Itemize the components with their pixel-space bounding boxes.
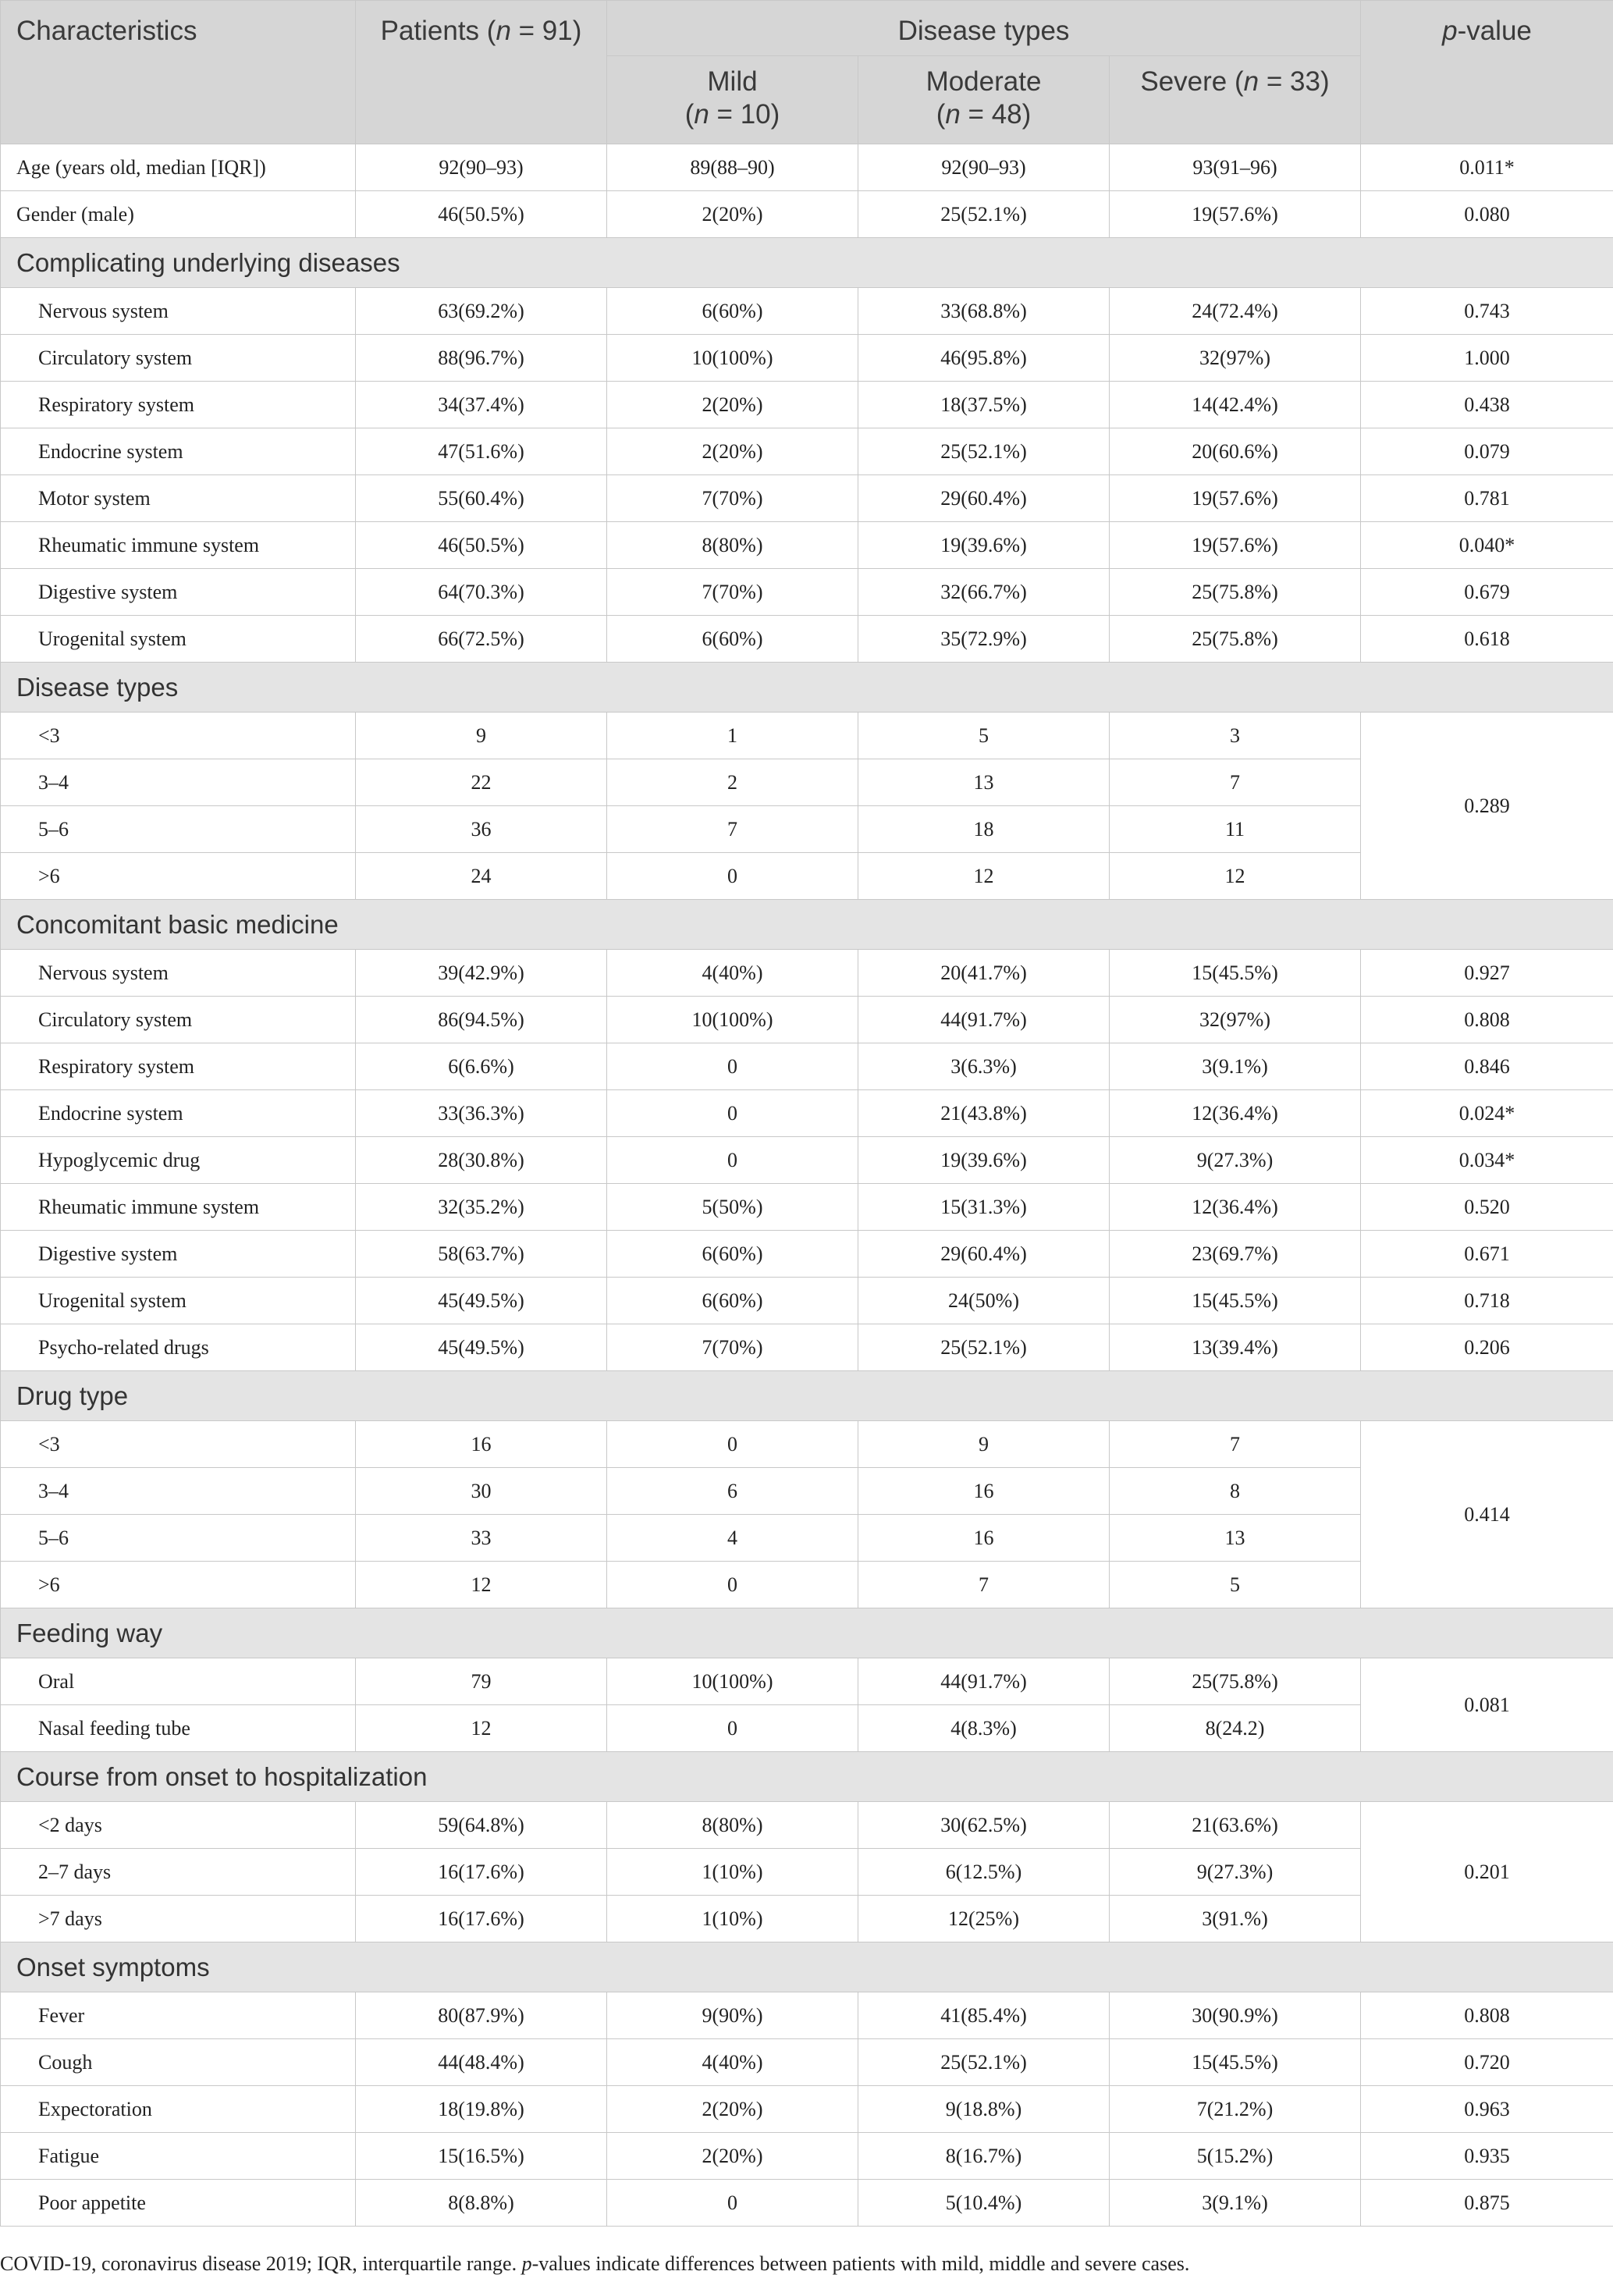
cell-patients: 12 (356, 1562, 607, 1608)
cell-patients: 16 (356, 1421, 607, 1468)
cell-p-value: 0.781 (1361, 475, 1613, 522)
row-label: Nervous system (1, 950, 356, 997)
cell-moderate: 16 (858, 1515, 1110, 1562)
cell-patients: 46(50.5%) (356, 522, 607, 569)
section-title: Complicating underlying diseases (1, 238, 1613, 288)
table-row (1, 475, 1613, 522)
cell-p-value: 0.438 (1361, 382, 1613, 428)
cell-mild: 6 (607, 1468, 858, 1515)
header-mild-line2: (n = 10) (684, 99, 780, 130)
cell-p-value: 0.875 (1361, 2180, 1613, 2227)
cell-p-value: 0.935 (1361, 2133, 1613, 2180)
cell-mild: 2 (607, 759, 858, 806)
cell-severe: 7(21.2%) (1110, 2086, 1361, 2133)
cell-severe: 24(72.4%) (1110, 288, 1361, 335)
cell-patients: 58(63.7%) (356, 1231, 607, 1278)
cell-severe: 3 (1110, 713, 1361, 759)
cell-severe: 15(45.5%) (1110, 1278, 1361, 1324)
table-row (1, 1658, 1613, 1705)
cell-mild: 2(20%) (607, 428, 858, 475)
cell-mild: 2(20%) (607, 2086, 858, 2133)
cell-patients: 8(8.8%) (356, 2180, 607, 2227)
row-label: >6 (1, 1562, 356, 1608)
cell-severe: 19(57.6%) (1110, 191, 1361, 238)
cell-patients: 79 (356, 1658, 607, 1705)
header-severe: Severe (n = 33) (1110, 56, 1361, 144)
cell-patients: 63(69.2%) (356, 288, 607, 335)
header-disease-types: Disease types (607, 1, 1361, 56)
cell-p-value: 0.034* (1361, 1137, 1613, 1184)
cell-severe: 12(36.4%) (1110, 1090, 1361, 1137)
cell-severe: 3(91.%) (1110, 1896, 1361, 1942)
cell-mild: 2(20%) (607, 2133, 858, 2180)
cell-severe: 25(75.8%) (1110, 569, 1361, 616)
cell-patients: 45(49.5%) (356, 1278, 607, 1324)
cell-p-value: 0.414 (1361, 1421, 1613, 1608)
row-label: <3 (1, 713, 356, 759)
cell-moderate: 25(52.1%) (858, 1324, 1110, 1371)
cell-severe: 8(24.2) (1110, 1705, 1361, 1752)
row-label: Endocrine system (1, 1090, 356, 1137)
cell-patients: 18(19.8%) (356, 2086, 607, 2133)
cell-patients: 64(70.3%) (356, 569, 607, 616)
cell-patients: 47(51.6%) (356, 428, 607, 475)
cell-severe: 25(75.8%) (1110, 616, 1361, 663)
section-row (1, 663, 1613, 713)
cell-patients: 55(60.4%) (356, 475, 607, 522)
cell-severe: 15(45.5%) (1110, 2039, 1361, 2086)
table-row (1, 144, 1613, 191)
cell-patients: 12 (356, 1705, 607, 1752)
cell-mild: 10(100%) (607, 335, 858, 382)
section-title: Disease types (1, 663, 1613, 713)
cell-patients: 39(42.9%) (356, 950, 607, 997)
section-row (1, 1752, 1613, 1802)
row-label: 3–4 (1, 759, 356, 806)
table-row (1, 2039, 1613, 2086)
cell-mild: 9(90%) (607, 1992, 858, 2039)
cell-patients: 44(48.4%) (356, 2039, 607, 2086)
cell-p-value: 0.927 (1361, 950, 1613, 997)
section-row (1, 1608, 1613, 1658)
row-label: Urogenital system (1, 1278, 356, 1324)
cell-p-value: 0.081 (1361, 1658, 1613, 1752)
cell-moderate: 25(52.1%) (858, 428, 1110, 475)
cell-mild: 1 (607, 713, 858, 759)
row-label: 5–6 (1, 806, 356, 853)
cell-mild: 0 (607, 1705, 858, 1752)
cell-severe: 93(91–96) (1110, 144, 1361, 191)
cell-mild: 6(60%) (607, 1278, 858, 1324)
cell-mild: 4 (607, 1515, 858, 1562)
cell-severe: 13(39.4%) (1110, 1324, 1361, 1371)
cell-moderate: 21(43.8%) (858, 1090, 1110, 1137)
cell-patients: 32(35.2%) (356, 1184, 607, 1231)
row-label: Age (years old, median [IQR]) (1, 144, 356, 191)
cell-p-value: 0.520 (1361, 1184, 1613, 1231)
table-row (1, 522, 1613, 569)
cell-patients: 86(94.5%) (356, 997, 607, 1043)
cell-moderate: 30(62.5%) (858, 1802, 1110, 1849)
table-row (1, 1231, 1613, 1278)
cell-mild: 7 (607, 806, 858, 853)
cell-severe: 7 (1110, 1421, 1361, 1468)
cell-moderate: 41(85.4%) (858, 1992, 1110, 2039)
row-label: Motor system (1, 475, 356, 522)
header-patients: Patients (n = 91) (356, 1, 607, 144)
row-label: 2–7 days (1, 1849, 356, 1896)
row-label: Nervous system (1, 288, 356, 335)
row-label: Rheumatic immune system (1, 1184, 356, 1231)
cell-severe: 3(9.1%) (1110, 1043, 1361, 1090)
row-label: Digestive system (1, 569, 356, 616)
cell-mild: 10(100%) (607, 1658, 858, 1705)
table-row (1, 1137, 1613, 1184)
row-label: Fever (1, 1992, 356, 2039)
cell-moderate: 24(50%) (858, 1278, 1110, 1324)
section-title: Onset symptoms (1, 1942, 1613, 1992)
cell-patients: 22 (356, 759, 607, 806)
cell-patients: 28(30.8%) (356, 1137, 607, 1184)
cell-moderate: 9(18.8%) (858, 2086, 1110, 2133)
table-row (1, 191, 1613, 238)
cell-patients: 66(72.5%) (356, 616, 607, 663)
cell-mild: 2(20%) (607, 382, 858, 428)
cell-moderate: 18 (858, 806, 1110, 853)
cell-moderate: 29(60.4%) (858, 1231, 1110, 1278)
cell-p-value: 0.963 (1361, 2086, 1613, 2133)
cell-moderate: 5(10.4%) (858, 2180, 1110, 2227)
cell-p-value: 0.720 (1361, 2039, 1613, 2086)
row-label: >6 (1, 853, 356, 900)
cell-severe: 3(9.1%) (1110, 2180, 1361, 2227)
row-label: Nasal feeding tube (1, 1705, 356, 1752)
cell-moderate: 20(41.7%) (858, 950, 1110, 997)
header-mild-line1: Mild (707, 66, 758, 97)
cell-moderate: 44(91.7%) (858, 1658, 1110, 1705)
cell-p-value: 0.718 (1361, 1278, 1613, 1324)
cell-p-value: 0.040* (1361, 522, 1613, 569)
cell-p-value: 0.671 (1361, 1231, 1613, 1278)
cell-mild: 5(50%) (607, 1184, 858, 1231)
section-title: Course from onset to hospitalization (1, 1752, 1613, 1802)
cell-p-value: 0.289 (1361, 713, 1613, 900)
table-row (1, 288, 1613, 335)
row-label: <2 days (1, 1802, 356, 1849)
cell-mild: 0 (607, 2180, 858, 2227)
section-row (1, 1942, 1613, 1992)
table-row (1, 1324, 1613, 1371)
row-label: <3 (1, 1421, 356, 1468)
cell-p-value: 0.743 (1361, 288, 1613, 335)
row-label: Oral (1, 1658, 356, 1705)
cell-moderate: 12(25%) (858, 1896, 1110, 1942)
row-label: Respiratory system (1, 382, 356, 428)
table-row (1, 713, 1613, 759)
cell-severe: 32(97%) (1110, 997, 1361, 1043)
cell-mild: 0 (607, 1421, 858, 1468)
table-row (1, 1043, 1613, 1090)
cell-mild: 7(70%) (607, 1324, 858, 1371)
cell-moderate: 9 (858, 1421, 1110, 1468)
cell-moderate: 5 (858, 713, 1110, 759)
table-row (1, 1421, 1613, 1468)
cell-moderate: 25(52.1%) (858, 191, 1110, 238)
row-label: Cough (1, 2039, 356, 2086)
cell-moderate: 92(90–93) (858, 144, 1110, 191)
cell-severe: 15(45.5%) (1110, 950, 1361, 997)
cell-p-value: 0.079 (1361, 428, 1613, 475)
cell-severe: 7 (1110, 759, 1361, 806)
cell-patients: 9 (356, 713, 607, 759)
cell-mild: 1(10%) (607, 1849, 858, 1896)
cell-mild: 0 (607, 1137, 858, 1184)
cell-p-value: 0.808 (1361, 997, 1613, 1043)
cell-patients: 15(16.5%) (356, 2133, 607, 2180)
cell-severe: 5(15.2%) (1110, 2133, 1361, 2180)
cell-p-value: 0.846 (1361, 1043, 1613, 1090)
cell-mild: 8(80%) (607, 522, 858, 569)
cell-moderate: 46(95.8%) (858, 335, 1110, 382)
row-label: Expectoration (1, 2086, 356, 2133)
cell-mild: 0 (607, 1043, 858, 1090)
section-title: Drug type (1, 1371, 1613, 1421)
row-label: Endocrine system (1, 428, 356, 475)
cell-moderate: 32(66.7%) (858, 569, 1110, 616)
cell-patients: 88(96.7%) (356, 335, 607, 382)
cell-p-value: 0.024* (1361, 1090, 1613, 1137)
table-row (1, 2180, 1613, 2227)
table-row (1, 2133, 1613, 2180)
cell-p-value: 0.080 (1361, 191, 1613, 238)
cell-mild: 4(40%) (607, 950, 858, 997)
cell-severe: 12 (1110, 853, 1361, 900)
cell-mild: 1(10%) (607, 1896, 858, 1942)
cell-mild: 0 (607, 1090, 858, 1137)
cell-severe: 11 (1110, 806, 1361, 853)
cell-mild: 7(70%) (607, 475, 858, 522)
cell-moderate: 6(12.5%) (858, 1849, 1110, 1896)
cell-mild: 4(40%) (607, 2039, 858, 2086)
cell-moderate: 25(52.1%) (858, 2039, 1110, 2086)
table-row (1, 1992, 1613, 2039)
table-row (1, 997, 1613, 1043)
section-row (1, 900, 1613, 950)
header-moderate-line2: (n = 48) (936, 99, 1032, 130)
cell-mild: 2(20%) (607, 191, 858, 238)
row-label: Rheumatic immune system (1, 522, 356, 569)
row-label: Poor appetite (1, 2180, 356, 2227)
table-row (1, 382, 1613, 428)
row-label: Urogenital system (1, 616, 356, 663)
cell-mild: 89(88–90) (607, 144, 858, 191)
row-label: Circulatory system (1, 335, 356, 382)
cell-severe: 9(27.3%) (1110, 1849, 1361, 1896)
cell-mild: 0 (607, 1562, 858, 1608)
cell-moderate: 29(60.4%) (858, 475, 1110, 522)
cell-patients: 16(17.6%) (356, 1896, 607, 1942)
cell-moderate: 15(31.3%) (858, 1184, 1110, 1231)
cell-moderate: 4(8.3%) (858, 1705, 1110, 1752)
row-label: 3–4 (1, 1468, 356, 1515)
cell-patients: 80(87.9%) (356, 1992, 607, 2039)
cell-moderate: 19(39.6%) (858, 1137, 1110, 1184)
row-label: Fatigue (1, 2133, 356, 2180)
cell-p-value: 1.000 (1361, 335, 1613, 382)
cell-p-value: 0.808 (1361, 1992, 1613, 2039)
cell-patients: 92(90–93) (356, 144, 607, 191)
table-row (1, 2086, 1613, 2133)
cell-patients: 6(6.6%) (356, 1043, 607, 1090)
table-row (1, 1278, 1613, 1324)
cell-p-value: 0.679 (1361, 569, 1613, 616)
row-label: Gender (male) (1, 191, 356, 238)
cell-patients: 36 (356, 806, 607, 853)
cell-patients: 16(17.6%) (356, 1849, 607, 1896)
table-header (1, 1, 1613, 144)
header-moderate (858, 56, 1110, 144)
cell-mild: 10(100%) (607, 997, 858, 1043)
cell-severe: 14(42.4%) (1110, 382, 1361, 428)
header-mild (607, 56, 858, 144)
header-p-value: p-value (1361, 1, 1613, 144)
cell-severe: 8 (1110, 1468, 1361, 1515)
section-row (1, 1371, 1613, 1421)
table-body (1, 144, 1613, 2227)
cell-patients: 46(50.5%) (356, 191, 607, 238)
cell-severe: 9(27.3%) (1110, 1137, 1361, 1184)
cell-moderate: 8(16.7%) (858, 2133, 1110, 2180)
cell-mild: 6(60%) (607, 1231, 858, 1278)
cell-severe: 32(97%) (1110, 335, 1361, 382)
header-characteristics: Characteristics (1, 1, 356, 144)
cell-severe: 19(57.6%) (1110, 475, 1361, 522)
cell-moderate: 7 (858, 1562, 1110, 1608)
cell-mild: 6(60%) (607, 288, 858, 335)
cell-severe: 5 (1110, 1562, 1361, 1608)
row-label: 5–6 (1, 1515, 356, 1562)
section-row (1, 238, 1613, 288)
cell-severe: 30(90.9%) (1110, 1992, 1361, 2039)
cell-patients: 33 (356, 1515, 607, 1562)
cell-patients: 59(64.8%) (356, 1802, 607, 1849)
cell-mild: 6(60%) (607, 616, 858, 663)
table-row (1, 616, 1613, 663)
cell-p-value: 0.201 (1361, 1802, 1613, 1942)
table-row (1, 1090, 1613, 1137)
cell-severe: 12(36.4%) (1110, 1184, 1361, 1231)
table-row (1, 428, 1613, 475)
cell-patients: 30 (356, 1468, 607, 1515)
cell-moderate: 18(37.5%) (858, 382, 1110, 428)
table-row (1, 1184, 1613, 1231)
cell-moderate: 3(6.3%) (858, 1043, 1110, 1090)
cell-p-value: 0.618 (1361, 616, 1613, 663)
cell-mild: 8(80%) (607, 1802, 858, 1849)
cell-severe: 19(57.6%) (1110, 522, 1361, 569)
cell-severe: 23(69.7%) (1110, 1231, 1361, 1278)
cell-severe: 20(60.6%) (1110, 428, 1361, 475)
row-label: >7 days (1, 1896, 356, 1942)
row-label: Circulatory system (1, 997, 356, 1043)
cell-p-value: 0.206 (1361, 1324, 1613, 1371)
cell-moderate: 16 (858, 1468, 1110, 1515)
row-label: Digestive system (1, 1231, 356, 1278)
cell-patients: 45(49.5%) (356, 1324, 607, 1371)
cell-moderate: 44(91.7%) (858, 997, 1110, 1043)
cell-moderate: 19(39.6%) (858, 522, 1110, 569)
section-title: Feeding way (1, 1608, 1613, 1658)
section-title: Concomitant basic medicine (1, 900, 1613, 950)
cell-patients: 33(36.3%) (356, 1090, 607, 1137)
cell-mild: 0 (607, 853, 858, 900)
cell-moderate: 33(68.8%) (858, 288, 1110, 335)
table-row (1, 335, 1613, 382)
cell-severe: 21(63.6%) (1110, 1802, 1361, 1849)
cell-moderate: 13 (858, 759, 1110, 806)
row-label: Respiratory system (1, 1043, 356, 1090)
row-label: Psycho-related drugs (1, 1324, 356, 1371)
cell-patients: 34(37.4%) (356, 382, 607, 428)
cell-moderate: 35(72.9%) (858, 616, 1110, 663)
table-row (1, 569, 1613, 616)
row-label: Hypoglycemic drug (1, 1137, 356, 1184)
cell-p-value: 0.011* (1361, 144, 1613, 191)
header-moderate-line1: Moderate (926, 66, 1042, 97)
table-footnote: COVID-19, coronavirus disease 2019; IQR, interquartile range. p-values indicate differences between patients with mild, middle and severe cases. (0, 2252, 1190, 2275)
cell-severe: 25(75.8%) (1110, 1658, 1361, 1705)
cell-moderate: 12 (858, 853, 1110, 900)
cell-patients: 24 (356, 853, 607, 900)
table-row (1, 1802, 1613, 1849)
cell-severe: 13 (1110, 1515, 1361, 1562)
table-row (1, 950, 1613, 997)
cell-mild: 7(70%) (607, 569, 858, 616)
